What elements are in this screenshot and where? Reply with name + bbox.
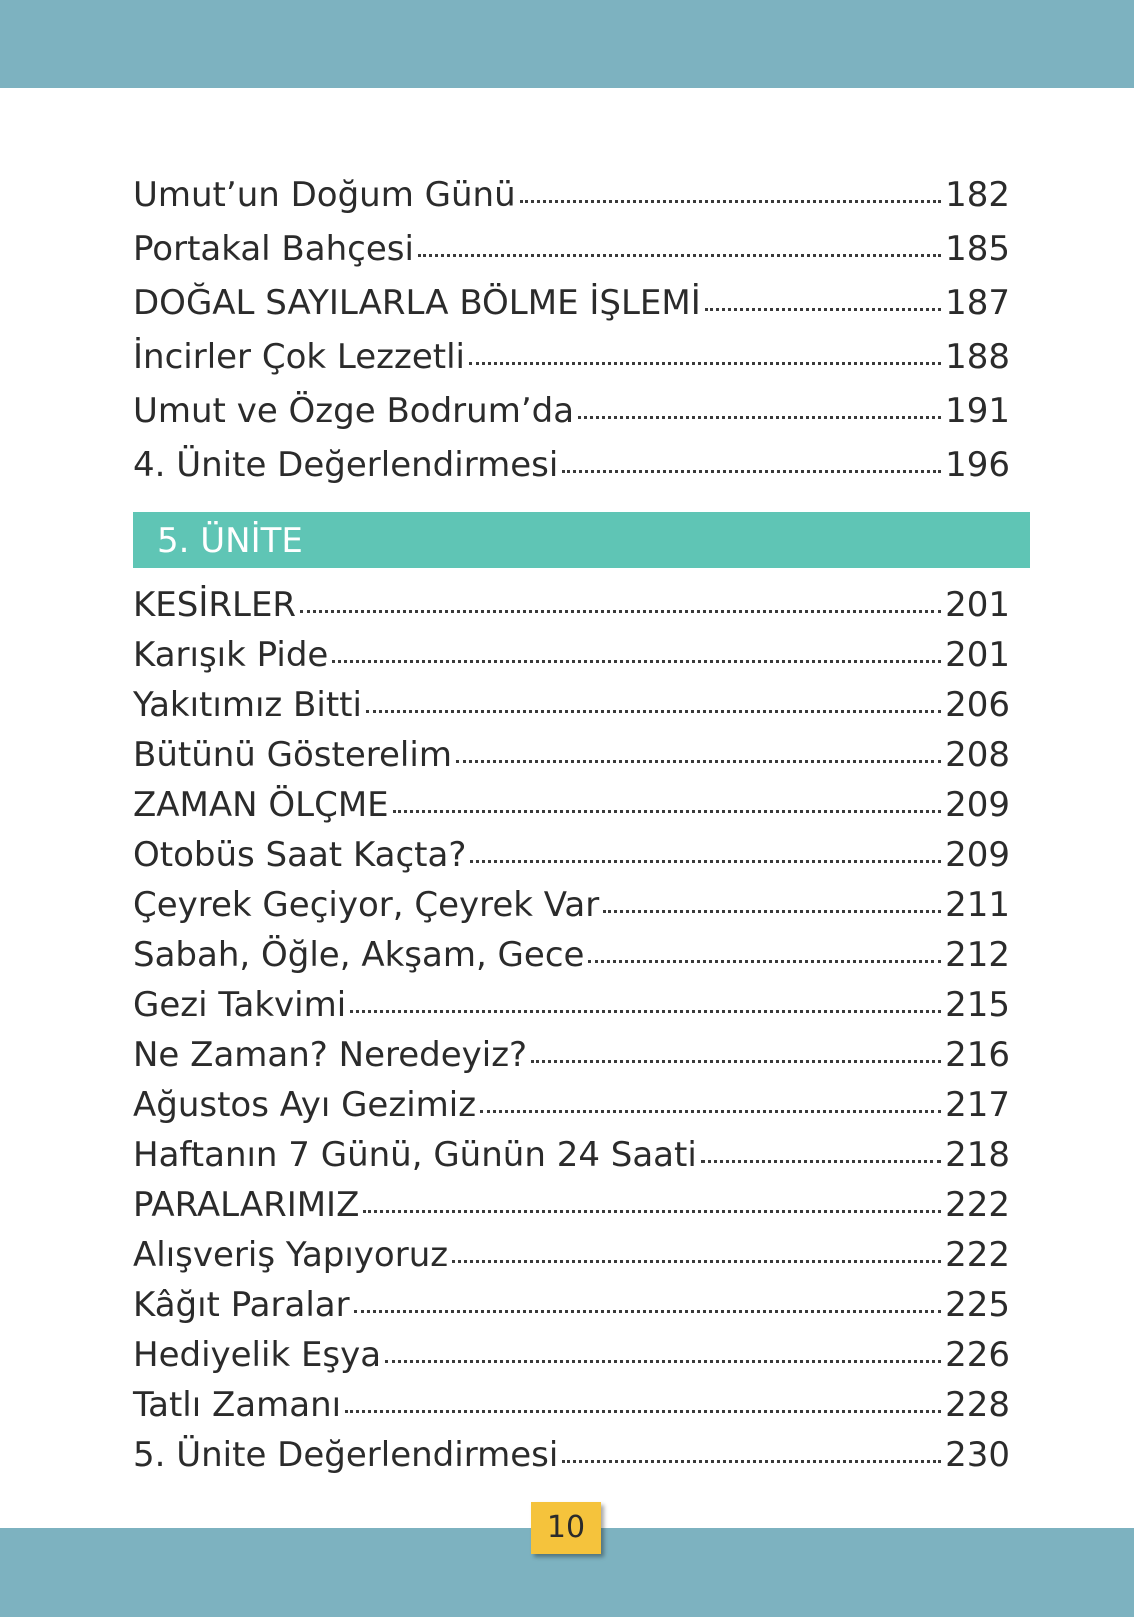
dot-leader xyxy=(385,1360,941,1363)
toc-entry-page: 222 xyxy=(945,1235,1010,1275)
top-band xyxy=(0,0,1134,88)
dot-leader xyxy=(531,1060,941,1063)
toc-row[interactable] xyxy=(133,1280,1010,1330)
toc-entry-page: 206 xyxy=(945,685,1010,725)
toc-row[interactable] xyxy=(133,1130,1010,1180)
toc-row[interactable] xyxy=(133,1030,1010,1080)
toc-row[interactable] xyxy=(133,1080,1010,1130)
toc-entry-page: 230 xyxy=(945,1435,1010,1475)
toc-entry-page: 226 xyxy=(945,1335,1010,1375)
dot-leader xyxy=(363,1210,941,1213)
toc-entry-page: 222 xyxy=(945,1185,1010,1225)
toc-row[interactable] xyxy=(133,1430,1010,1480)
toc-entry-label: Umut’un Doğum Günü xyxy=(133,175,516,215)
toc-row[interactable] xyxy=(133,276,1010,330)
dot-leader xyxy=(393,810,941,813)
dot-leader xyxy=(701,1160,941,1163)
toc-row[interactable] xyxy=(133,680,1010,730)
toc-row[interactable] xyxy=(133,1180,1010,1230)
toc-entry-label: Otobüs Saat Kaçta? xyxy=(133,835,467,875)
dot-leader xyxy=(562,470,941,473)
dot-leader xyxy=(588,960,941,963)
toc-entry-page: 187 xyxy=(945,283,1010,323)
toc-entry-page: 191 xyxy=(945,391,1010,431)
toc-entry-page: 215 xyxy=(945,985,1010,1025)
toc-entry-page: 225 xyxy=(945,1285,1010,1325)
dot-leader xyxy=(354,1310,942,1313)
dot-leader xyxy=(300,610,941,613)
dot-leader xyxy=(350,1010,941,1013)
dot-leader xyxy=(469,362,941,365)
toc-entry-label: Çeyrek Geçiyor, Çeyrek Var xyxy=(133,885,600,925)
toc-row[interactable] xyxy=(133,980,1010,1030)
toc-entry-label: DOĞAL SAYILARLA BÖLME İŞLEMİ xyxy=(133,283,701,323)
toc-entry-label: İncirler Çok Lezzetli xyxy=(133,337,465,377)
toc-entry-label: 5. Ünite Değerlendirmesi xyxy=(133,1435,559,1475)
unit-header-title: 5. ÜNİTE xyxy=(157,521,303,561)
dot-leader xyxy=(418,254,941,257)
toc-entry-label: Ağustos Ayı Gezimiz xyxy=(133,1085,477,1125)
toc-entry-label: Yakıtımız Bitti xyxy=(133,685,362,725)
dot-leader xyxy=(705,308,941,311)
toc-entry-label: Alışveriş Yapıyoruz xyxy=(133,1235,449,1275)
dot-leader xyxy=(366,710,941,713)
toc-entry-label: PARALARIMIZ xyxy=(133,1185,360,1225)
toc-entry-label: Umut ve Özge Bodrum’da xyxy=(133,391,575,431)
toc-row[interactable] xyxy=(133,880,1010,930)
toc-entry-page: 201 xyxy=(945,635,1010,675)
unit-header xyxy=(133,512,1030,568)
dot-leader xyxy=(562,1460,941,1463)
page-number: 10 xyxy=(546,1510,586,1545)
toc-entry-label: Hediyelik Eşya xyxy=(133,1335,382,1375)
dot-leader xyxy=(578,416,941,419)
toc-row[interactable] xyxy=(133,1330,1010,1380)
toc-entry-label: Kâğıt Paralar xyxy=(133,1285,350,1325)
toc-entry-page: 208 xyxy=(945,735,1010,775)
toc-entry-label: Bütünü Gösterelim xyxy=(133,735,452,775)
toc-entry-label: Sabah, Öğle, Akşam, Gece xyxy=(133,935,585,975)
dot-leader xyxy=(456,760,941,763)
toc-entry-label: Gezi Takvimi xyxy=(133,985,347,1025)
toc-entry-label: Tatlı Zamanı xyxy=(133,1385,342,1425)
toc-row[interactable] xyxy=(133,730,1010,780)
toc-row[interactable] xyxy=(133,830,1010,880)
toc-row[interactable] xyxy=(133,630,1010,680)
toc-row[interactable] xyxy=(133,1230,1010,1280)
toc-entry-label: Karışık Pide xyxy=(133,635,329,675)
toc-entry-label: ZAMAN ÖLÇME xyxy=(133,785,389,825)
toc-row[interactable] xyxy=(133,222,1010,276)
toc-row[interactable] xyxy=(133,330,1010,384)
toc-entry-page: 182 xyxy=(945,175,1010,215)
toc-entry-page: 216 xyxy=(945,1035,1010,1075)
toc-entry-label: KESİRLER xyxy=(133,585,297,625)
toc-entry-label: Ne Zaman? Neredeyiz? xyxy=(133,1035,528,1075)
toc-entry-page: 196 xyxy=(945,445,1010,485)
toc-entry-label: Portakal Bahçesi xyxy=(133,229,414,269)
toc-entry-page: 217 xyxy=(945,1085,1010,1125)
toc-row[interactable] xyxy=(133,930,1010,980)
toc-section-5 xyxy=(133,580,1010,1480)
toc-row[interactable] xyxy=(133,168,1010,222)
toc-entry-page: 228 xyxy=(945,1385,1010,1425)
toc-entry-page: 209 xyxy=(945,835,1010,875)
toc-entry-page: 218 xyxy=(945,1135,1010,1175)
dot-leader xyxy=(520,200,941,203)
dot-leader xyxy=(480,1110,941,1113)
toc-entry-label: Haftanın 7 Günü, Günün 24 Saati xyxy=(133,1135,697,1175)
dot-leader xyxy=(452,1260,941,1263)
page-number-badge xyxy=(531,1502,601,1554)
toc-row[interactable] xyxy=(133,438,1010,492)
toc-entry-page: 201 xyxy=(945,585,1010,625)
toc-row[interactable] xyxy=(133,384,1010,438)
toc-entry-page: 212 xyxy=(945,935,1010,975)
toc-entry-label: 4. Ünite Değerlendirmesi xyxy=(133,445,559,485)
toc-section-4 xyxy=(133,168,1010,492)
toc-row[interactable] xyxy=(133,1380,1010,1430)
toc-row[interactable] xyxy=(133,780,1010,830)
toc-entry-page: 188 xyxy=(945,337,1010,377)
toc-entry-page: 211 xyxy=(945,885,1010,925)
dot-leader xyxy=(603,910,941,913)
toc-entry-page: 185 xyxy=(945,229,1010,269)
toc-row[interactable] xyxy=(133,580,1010,630)
toc-entry-page: 209 xyxy=(945,785,1010,825)
dot-leader xyxy=(470,860,941,863)
dot-leader xyxy=(332,660,941,663)
dot-leader xyxy=(345,1410,941,1413)
